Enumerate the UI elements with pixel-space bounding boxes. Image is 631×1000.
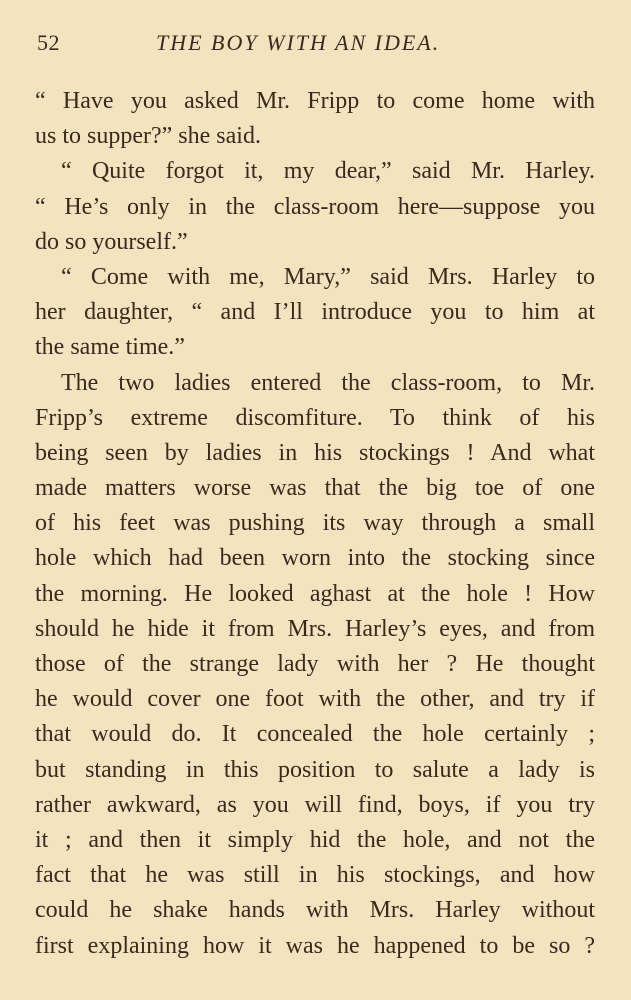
text-line: hole which had been worn into the stocking since — [35, 545, 595, 572]
text-line: of his feet was pushing its way through a small — [35, 510, 595, 537]
running-title: THE BOY WITH AN IDEA. — [156, 30, 441, 55]
page-number: 52 — [37, 30, 60, 55]
text-line: should he hide it from Mrs. Harley’s eyes, and from — [35, 615, 595, 642]
text-line: it ; and then it simply hid the hole, and not the — [35, 826, 595, 853]
text-line: “ Come with me, Mary,” said Mrs. Harley to — [61, 263, 595, 290]
text-line: fact that he was still in his stockings, and how — [35, 862, 595, 889]
text-line: her daughter, “ and I’ll introduce you to him at — [35, 299, 595, 326]
text-line: he would cover one foot with the other, and try if — [35, 686, 595, 713]
text-line: the morning. He looked aghast at the hole ! How — [35, 580, 595, 607]
text-line: “ Have you asked Mr. Fripp to come home with — [35, 88, 595, 114]
text-line: do so yourself.” — [35, 228, 188, 255]
text-line: The two ladies entered the class-room, to Mr. — [61, 369, 595, 396]
text-line: that would do. It concealed the hole certainly ; — [35, 721, 595, 748]
text-line: made matters worse was that the big toe of one — [35, 475, 595, 502]
text-line: could he shake hands with Mrs. Harley without — [35, 897, 595, 924]
text-line: “ Quite forgot it, my dear,” said Mr. Harley. — [61, 158, 595, 185]
text-line: us to supper?” she said. — [35, 123, 261, 150]
text-line: Fripp’s extreme discomfiture. To think of his — [35, 404, 595, 431]
text-line: those of the strange lady with her ? He thought — [35, 651, 595, 677]
text-line: first explaining how it was he happened to be so ? — [35, 932, 595, 959]
body-text — [35, 84, 595, 964]
text-line: “ He’s only in the class-room here—suppose you — [35, 193, 595, 220]
text-line: being seen by ladies in his stockings ! And what — [35, 439, 595, 466]
text-line: rather awkward, as you will find, boys, if you try — [35, 791, 595, 818]
page-header — [0, 24, 631, 64]
text-line: the same time.” — [35, 334, 185, 361]
text-line: but standing in this position to salute a lady is — [35, 756, 595, 783]
